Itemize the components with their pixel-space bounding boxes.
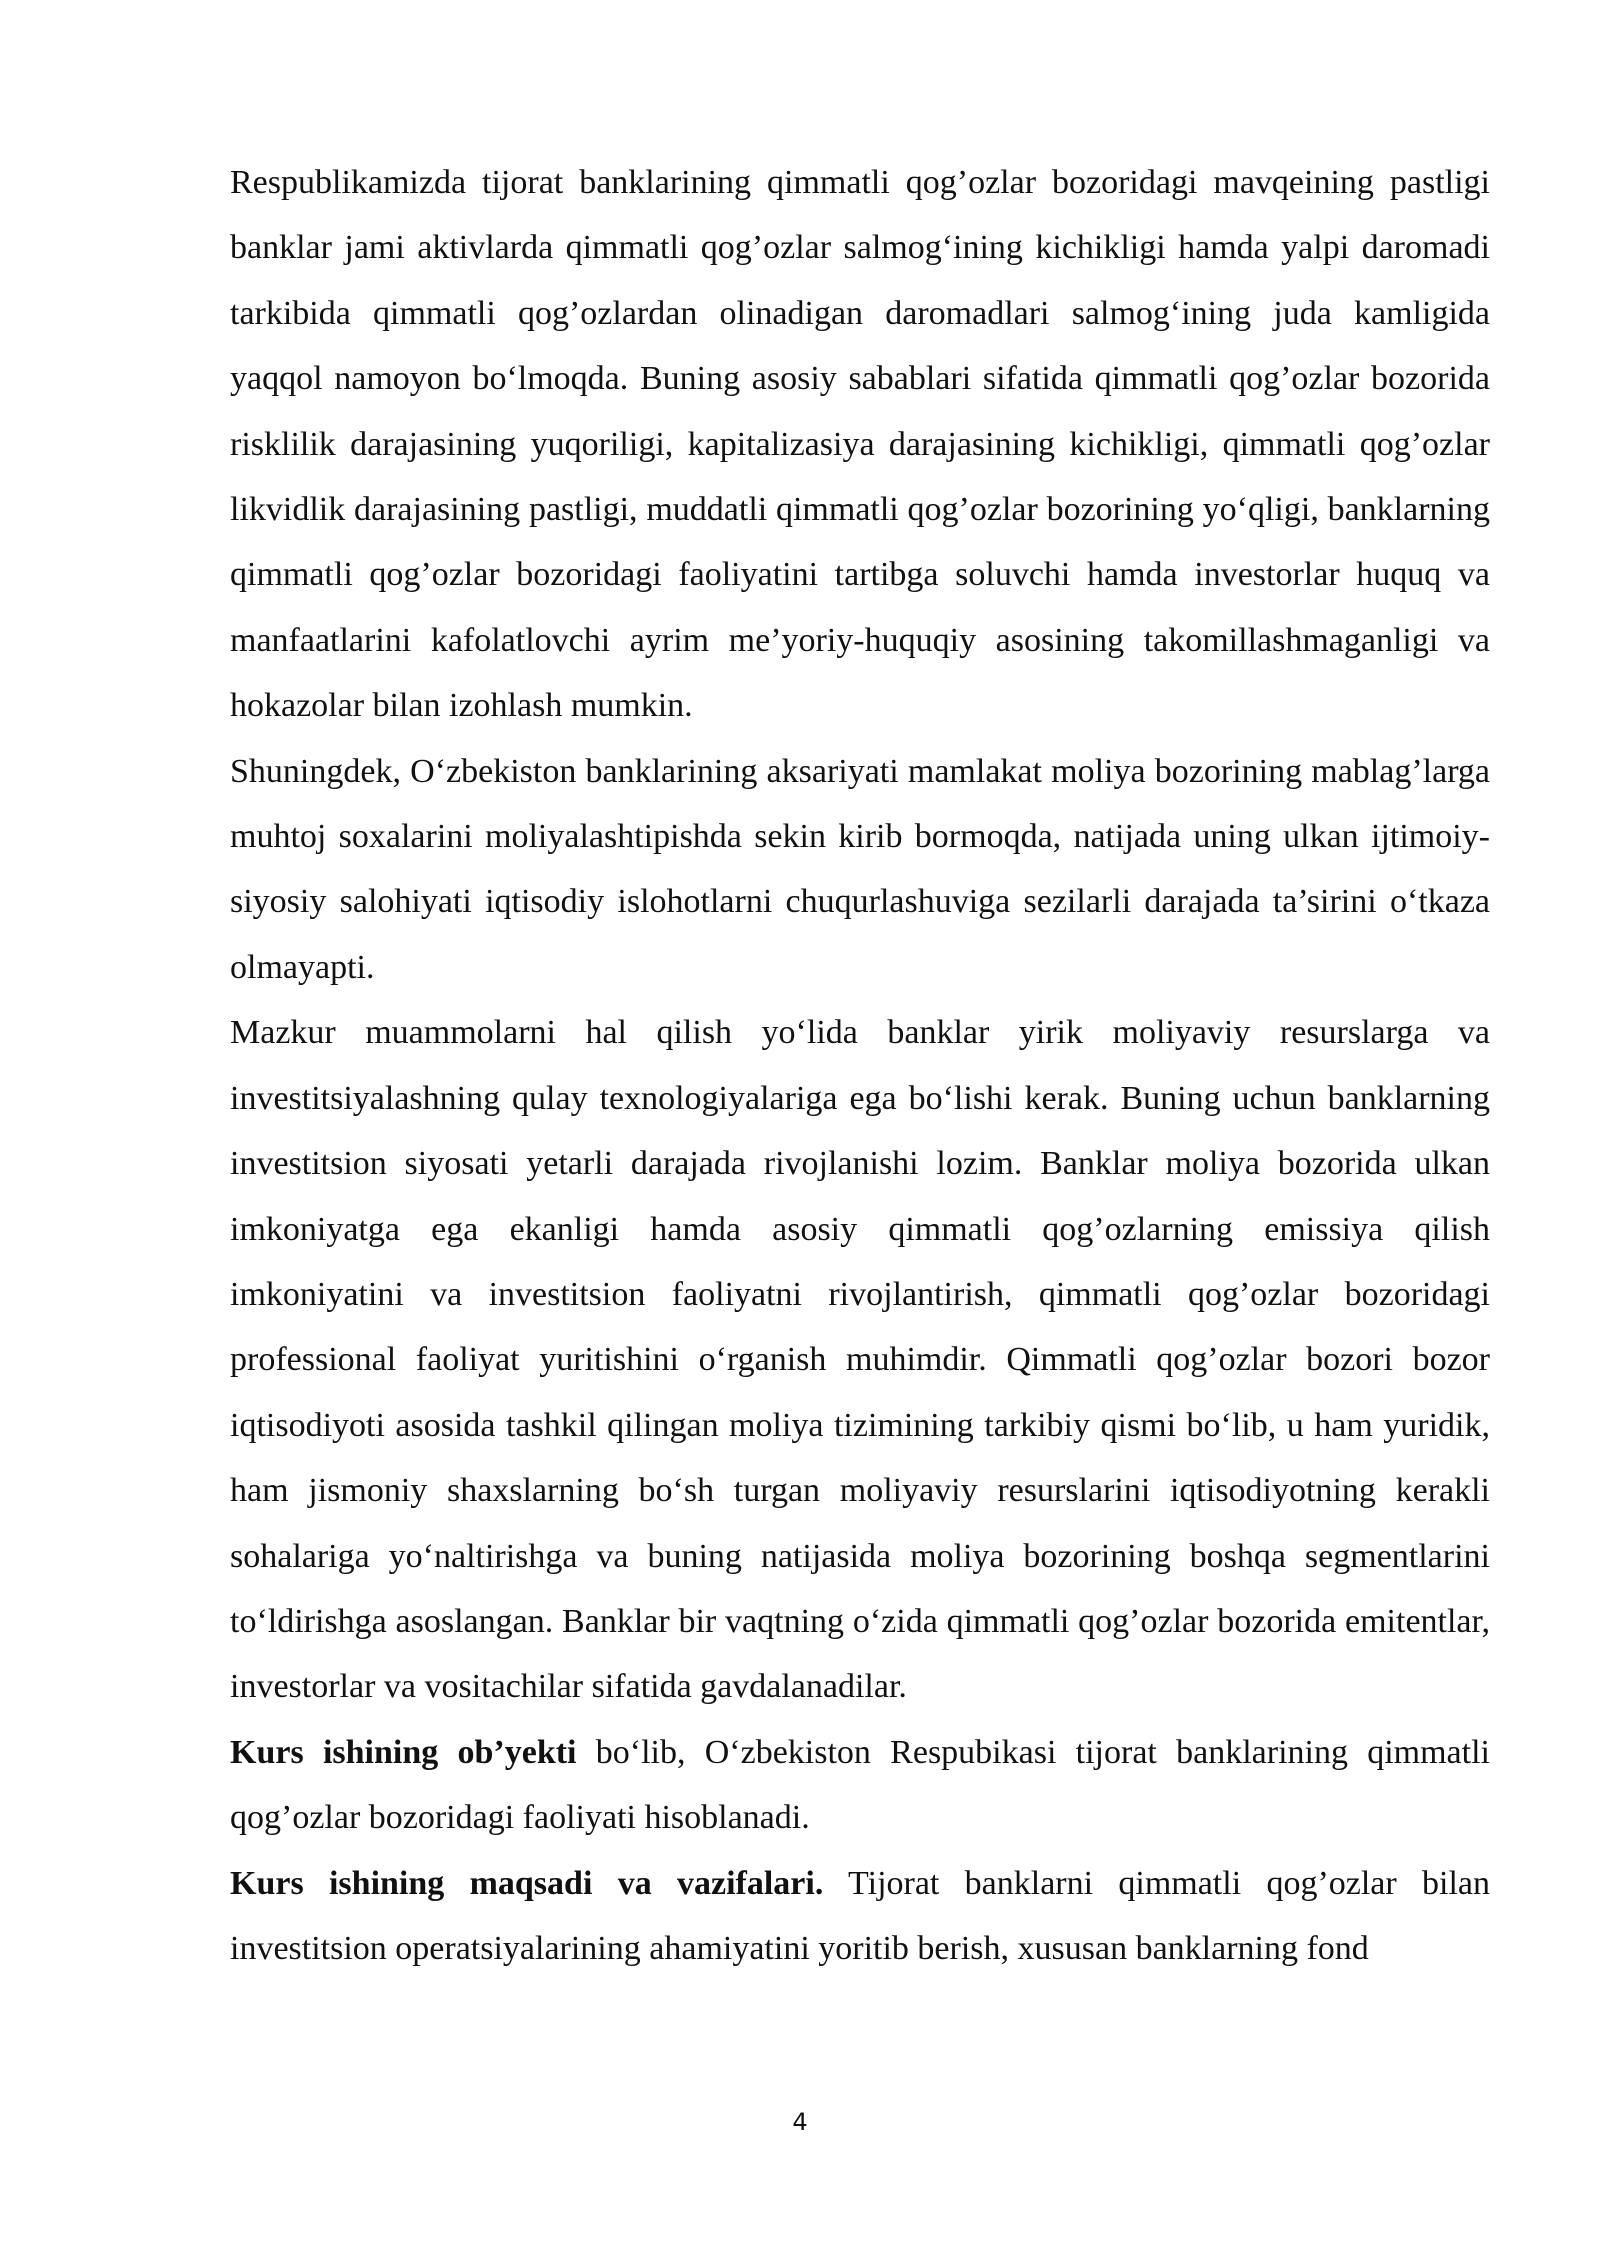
paragraph-bold-lead: Kurs ishining maqsadi va vazifalari. — [230, 1864, 824, 1902]
paragraph-text: Respublikamizda tijorat banklarining qimmatli qog’ozlar bozoridagi mavqeining pastligi banklar jami aktivlarda qimmatli qog’ozlar salmog‘ining kichikligi hamda yalpi daromadi tarkibida qimmatli qog’ozlardan olinadigan daromadlari salmog‘ining juda kamligida yaqqol namoyon bo‘lmoqda. Buning asosiy sabablari sifatida qimmatli qog’ozlar bozorida risklilik darajasining yuqoriligi, kapitalizasiya darajasining kichikligi, qimmatli qog’ozlar likvidlik darajasining pastligi, muddatli qimmatli qog’ozlar bozorining yo‘qligi, banklarning qimmatli qog’ozlar bozoridagi faoliyatini tartibga soluvchi hamda investorlar huquq va manfaatlarini kafolatlovchi ayrim me’yoriy-huquqiy asosining takomillashmaganligi va hokazolar bilan izohlash mumkin. — [230, 164, 1490, 725]
paragraph-uzbek-banks — [230, 739, 1490, 1001]
paragraph-text: Shuningdek, O‘zbekiston banklarining aksariyati mamlakat moliya bozorining mablag’larga muhtoj soxalarini moliyalashtipishda sekin kirib bormoqda, natijada uning ulkan ijtimoiy-siyosiy salohiyati iqtisodiy islohotlarni chuqurlashuviga sezilarli darajada ta’sirini o‘tkaza olmayapti. — [230, 752, 1490, 986]
paragraph-text: Mazkur muammolarni hal qilish yo‘lida banklar yirik moliyaviy resurslarga va investitsiyalashning qulay texnologiyalariga ega bo‘lishi kerak. Buning uchun banklarning investitsion siyosati yetarli darajada rivojlanishi lozim. Banklar moliya bozorida ulkan imkoniyatga ega ekanligi hamda asosiy qimmatli qog’ozlarning emissiya qilish imkoniyatini va investitsion faoliyatni rivojlantirish, qimmatli qog’ozlar bozoridagi professional faoliyat yuritishini o‘rganish muhimdir. Qimmatli qog’ozlar bozori bozor iqtisodiyoti asosida tashkil qilingan moliya tizimining tarkibiy qismi bo‘lib, u ham yuridik, ham jismoniy shaxslarning bo‘sh turgan moliyaviy resurslarini iqtisodiyotning kerakli sohalariga yo‘naltirishga va buning natijasida moliya bozorining boshqa segmentlarini to‘ldirishga asoslangan. Banklar bir vaqtning o‘zida qimmatli qog’ozlar bozorida emitentlar, investorlar va vositachilar sifatida gavdalanadilar. — [230, 1014, 1490, 1706]
paragraph-bold-lead: Kurs ishining ob’yekti — [230, 1733, 577, 1771]
paragraph-text: Tijorat banklarni qimmatli qog’ozlar bilan investitsion operatsiyalarining ahamiyatini yoritib berish, xususan banklarning fond — [230, 1864, 1491, 1967]
paragraph-solutions — [230, 1000, 1490, 1719]
document-body — [230, 150, 1490, 1981]
paragraph-text: bo‘lib, O‘zbekiston Respubikasi tijorat banklarining qimmatli qog’ozlar bozoridagi faoliyati hisoblanadi. — [230, 1733, 1490, 1837]
paragraph-bank-position — [230, 150, 1490, 739]
page-number: 4 — [792, 2108, 808, 2136]
paragraph-research-goals — [230, 1851, 1490, 1982]
paragraph-research-object — [230, 1720, 1490, 1851]
